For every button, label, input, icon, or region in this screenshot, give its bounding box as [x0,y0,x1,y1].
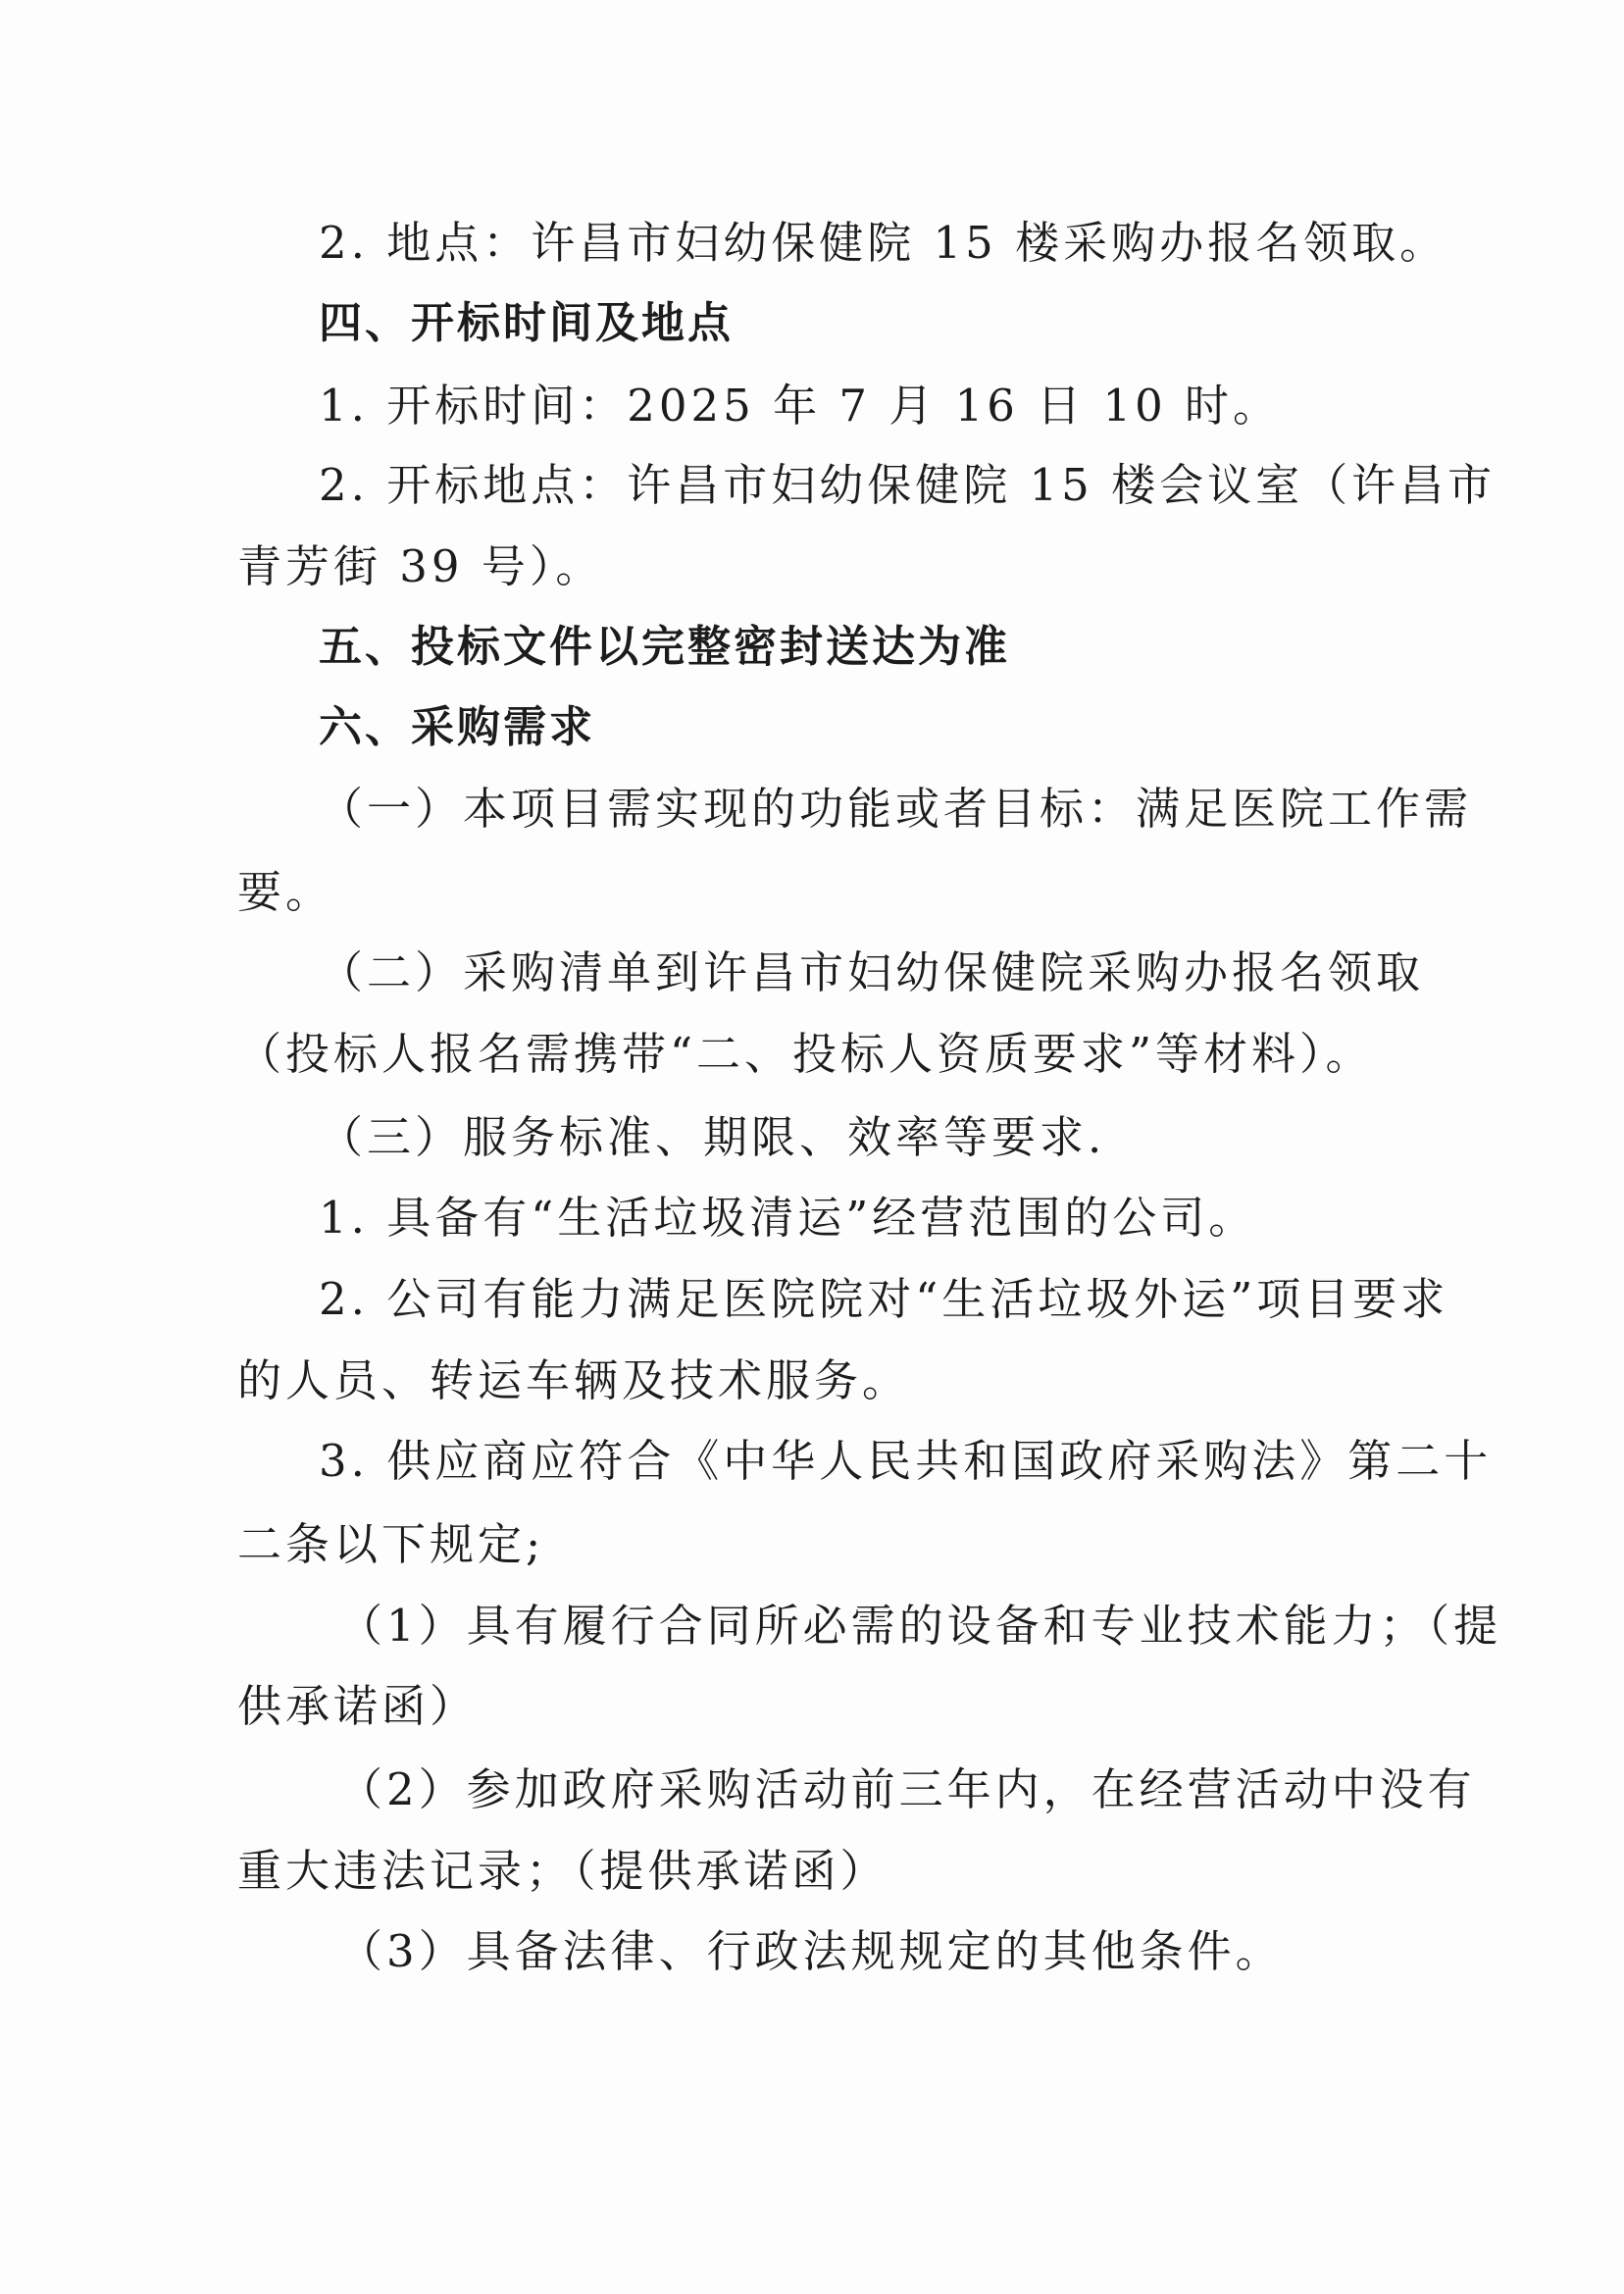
paragraph-line: 重大违法记录；（提供承诺函） [237,1845,888,1897]
paragraph-line: 二条以下规定; [237,1518,545,1570]
paragraph-line: （投标人报名需携带“二、投标人资质要求”等材料）。 [237,1028,1374,1080]
paragraph-line: 青芳街 39 号）。 [237,540,604,592]
paragraph-line: 供承诺函） [237,1680,479,1732]
paragraph-line: （1）具有履行合同所必需的设备和专业技术能力；（提 [338,1600,1502,1652]
paragraph-line: 2. 公司有能力满足医院院对“生活垃圾外运”项目要求 [319,1273,1449,1325]
paragraph-line: 2. 地点：许昌市妇幼保健院 15 楼采购办报名领取。 [319,217,1448,269]
section-heading: 五、投标文件以完整密封送达为准 [319,622,1010,672]
paragraph-line: （2）参加政府采购活动前三年内，在经营活动中没有 [338,1763,1476,1815]
section-heading: 六、采购需求 [319,702,595,752]
paragraph-line: 2. 开标地点：许昌市妇幼保健院 15 楼会议室（许昌市 [319,459,1497,511]
paragraph-line: 的人员、转运车辆及技术服务。 [237,1354,911,1406]
paragraph-line: （二）采购清单到许昌市妇幼保健院采购办报名领取 [319,946,1425,998]
paragraph-line: （3）具备法律、行政法规规定的其他条件。 [338,1925,1284,1977]
paragraph-line: 要。 [237,866,334,918]
paragraph-line: 1. 开标时间：2025 年 7 月 16 日 10 时。 [319,380,1282,432]
paragraph-line: 3. 供应商应符合《中华人民共和国政府采购法》第二十 [319,1435,1493,1487]
section-heading: 四、开标时间及地点 [319,298,734,348]
paragraph-line: 1. 具备有“生活垃圾清运”经营范围的公司。 [319,1192,1257,1244]
paragraph-line: （三）服务标准、期限、效率等要求. [319,1111,1106,1163]
paragraph-line: （一）本项目需实现的功能或者目标：满足医院工作需 [319,783,1473,835]
